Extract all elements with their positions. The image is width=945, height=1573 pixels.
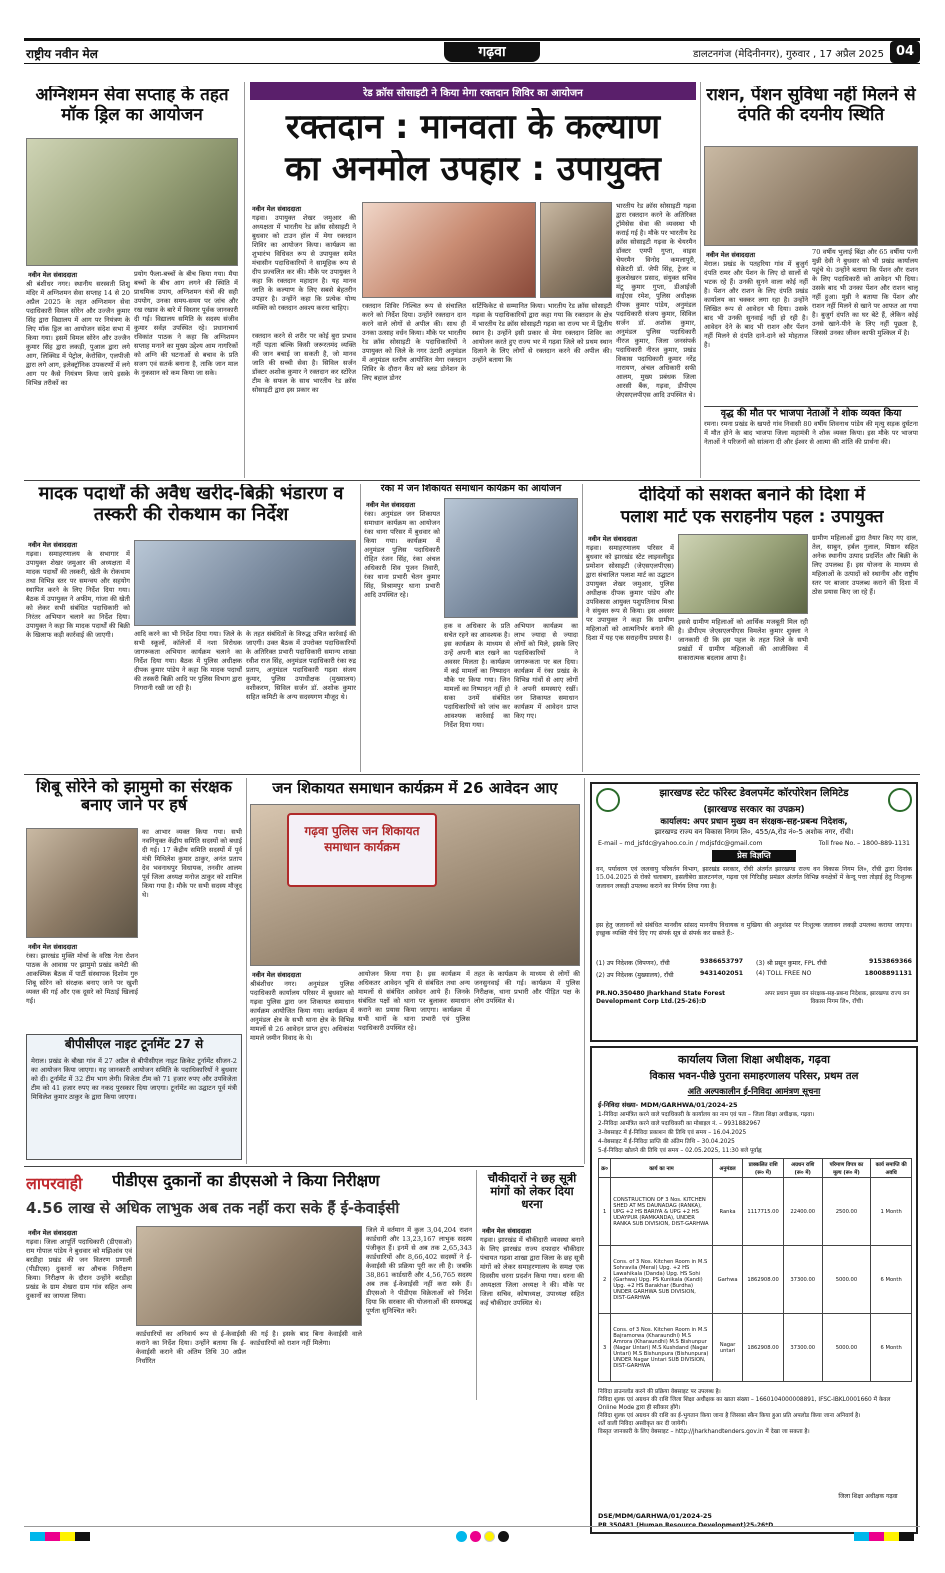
forest-email: E-mail – md_jsfdc@yahoo.co.in / mdjsfdc@gmail.com bbox=[598, 840, 763, 847]
fire-headline: अग्निशमन सेवा सप्ताह के तहत मॉक ड्रिल का आयोजन bbox=[35, 86, 229, 125]
forest-ad bbox=[590, 782, 918, 1042]
blood-col5: भारतीय रेड क्रॉस सोसाइटी गढ़वा द्वारा रक्तदान करने के अतिरिक्त ट्रॉमेसेस सेवा की व्यवस्था भी कराई गई है। मौके पर भारतीय रेड क्रॉस सोसाइटी गढ़वा के चेयरमैन डॉक्टर एमपी गुप्ता, वाइस चेयरमैन विनोद कमलापुरी, सेक्रेटरी डॉ. जेपी सिंह, ट्रेजर व कुलशेखरन प्रसाद, संयुक्त सचिव मंटू कुमार गुप्ता, डीआईजी वाईएस रमेश, पुलिस अधीक्षक दीपक कुमार पांडेय, अनुमंडल पदाधिकारी संजय कुमार, सिविल सर्जन डॉ. अशोक कुमार, अनुमंडल पुलिस पदाधिकारी नीरज कुमार, जिला जनसंपर्क पदाधिकारी नीरज कुमार, प्रखंड विकास पदाधिकारी कुमार नरेंद्र नारायण, अंचल अधिकारी सफी आलम, मुख्य प्रबंधक जिला आरसी बैंक, गढ़वा, डीपीएम जेएसएलपीएस आदि उपस्थित थे। bbox=[616, 202, 696, 399]
jsk-byline: नवीन मेल संवाददाता bbox=[252, 971, 301, 979]
ration-col1: मेराल। प्रखंड के पतहरिया गांव में बुजुर्ग दंपति रामर और पेंशन के लिए दो सालों से भटक रहे हैं। उनकी सुनने वाला कोई नहीं है। पेंशन और राशन के लिए दंपति प्रखंड कार्यालय का चक्कर लगा रहा है। उन्होंने लिखित रूप से आवेदन भी दिया। उसके बाद भी उनकी सुनवाई नहीं हो रही है। आवेदन देने के बाद भी राशन और पेंशन नहीं मिलने से दंपति दाने-दाने को मोहताज है। bbox=[704, 260, 808, 349]
ranka-photo bbox=[444, 498, 578, 618]
pds-headline: पीडीएस दुकानों का डीएसओ ने किया निरीक्षण bbox=[112, 1172, 380, 1190]
ranka-col1: रंका। अनुमंडल जन शिकायत समाधान कार्यक्रम का आयोजन रंका थाना परिसर में बुधवार को किया गया। कार्यक्रम में अनुमंडल पुलिस पदाधिकारी रोहित रंजन सिंह, रंका अंचल अधिकारी शिव पूजन तिवारी, रंका थाना प्रभारी चेतन कुमार सिंह, विश्रामपुर थाना प्रभारी आदि उपस्थित रहे। bbox=[364, 510, 440, 599]
ranka-col3: अभियान कार्यक्रम का लाभ ज्यादा से ज्यादा लोगों को मिले, इसके लिए पदाधिकारियों ने जागरूकता पर बल दिया। कार्यक्रम में रंका प्रखंड के विभिन्न गांवों से आए लोगों ने अपनी समस्याएं रखीं। जन शिकायत समाधान कार्यक्रम में आवेदन प्राप्त किए गए। bbox=[514, 622, 578, 720]
tender-line-1: 1-निविदा आमंत्रित करने वाले पदाधिकारी के कार्यालय का नाम एवं पता – जिला शिक्षा अधीक्षक, गढ़वा। bbox=[598, 1112, 815, 1118]
drug-col3: के तहत संबंधितों के विरुद्ध उचित कार्रवाई की जाएगी। उक्त बैठक में उपरोक्त पदाधिकारियों के अतिरिक्त प्रभारी पदाधिकारी समान्य शाखा रवीश राज सिंह, अनुमंडल पदाधिकारी रंका रुद्र प्रताप, अनुमंडल पदाधिकारी गढ़वा संजय कुमार, पुलिस उपाधीक्षक (मुख्यालय) वशीकरण, सिविल सर्जन डॉ. अशोक कुमार सहित कमिटी के अन्य सदस्यगण मौजूद थे। bbox=[246, 630, 356, 701]
print-registration-strip bbox=[24, 1526, 920, 1546]
blood-headline-1: रक्तदान : मानवता के कल्याण bbox=[285, 108, 661, 147]
palash-photo bbox=[678, 534, 808, 614]
tender-title-2: विकास भवन-पीछे पुराना समाहरणालय परिसर, प्रथम तल bbox=[649, 1071, 859, 1082]
tender-title-1: कार्यालय जिला शिक्षा अधीक्षक, गढ़वा bbox=[678, 1053, 830, 1066]
jsk-col1: श्रीबंशीधर नगर। अनुमंडल पुलिस पदाधिकारी कार्यालय परिसर में बुधवार को गढ़वा पुलिस द्वारा जन शिकायत समाधान कार्यक्रम आयोजित किया गया। कार्यक्रम में अनुमंडल क्षेत्र के सभी थाना क्षेत्र के विभिन्न मामलों से 26 आवेदन प्राप्त हुए। अधिकांश मामले जमीन विवाद के थे। bbox=[250, 980, 354, 1042]
palash-col3: ग्रामीण महिलाओं द्वारा तैयार किए गए दाल, तेल, साबुन, हर्बल गुलाल, मिष्ठान सहित अनेक स्थानीय उत्पाद प्रदर्शित और बिक्री के लिए उपलब्ध हैं। इस योजना के माध्यम से महिलाओं के उत्पादों को स्थानीय और राष्ट्रीय स्तर पर बाजार उपलब्ध कराने की दिशा में ठोस प्रयास किए जा रहे हैं। bbox=[812, 534, 918, 596]
masthead: राष्ट्रीय नवीन मेल bbox=[26, 47, 98, 61]
tender-notes: निविदा डाउनलोड करने की प्रक्रिया वेबसाइट पर उपलब्ध है। निविदा शुल्क एवं अग्रधन की राशि जिला शिक्षा अधीक्षक का खाता संख्या – 1660104000008891, IFSC-IBKL0001660 में केवल Online Mode द्वारा ही स्वीकार होंगे। निविदा शुल्क एवं अग्रधन की राशि का ई-भुगतान किया जाना है जिसका स्कैन किया हुआ प्रति अपलोड किया जाना अनिवार्य है। शर्ते वाली निविदा अस्वीकृत कर दी जायेगी। विस्तृत जानकारी के लिए वेबसाइट – http://jharkhandtenders.gov.in में देखा जा सकता है। bbox=[598, 1389, 891, 1435]
palash-headline-2: पलाश मार्ट एक सराहनीय पहल : उपायुक्त bbox=[620, 508, 884, 527]
blood-col3: रक्तदान शिविर निश्चित रूप से संचालित करने को निर्देश दिया। उन्होंने रक्तदान दान करने वाले लोगों से अपील की। साथ ही उनका उत्साह वर्धन किया। मौके पर भारतीय रेड क्रॉस सोसाइटी के पदाधिकारियों ने उपायुक्त को जिले के नगर उंटारी अनुमंडल में अनुमंडल स्तरीय आयोजित मेगा रक्तदान शिविर के दौरान कैंप को ब्लड डोनेशन के लिए बहाल डोनर bbox=[362, 302, 466, 382]
pds-col2: कार्डधारियों का अनिवार्य रूप से ई-केवाईसी कराने का निर्देश दिया। उन्होंने बताया कि ई-केवाईसी कराने की अंतिम तिथि 30 अप्रैल निर्धारित bbox=[136, 1330, 246, 1365]
forest-para1: वन, पर्यावरण एवं जलवायु परिवर्तन विभाग, झारखंड सरकार, राँची अंतर्गत झारखण्ड राज्य वन विकास निगम लि०, राँची द्वारा दिनांक 15.04.2025 से रोको चलाबाग, इसलीबेरा डालटनगंज, गढ़वा एवं गिरिडीह प्रमंडल अंतर्गत विभिन्न वनक्षेत्रों में केन्दू पत्ता तोड़ाई हेतु निःशुल्क जलावन लकड़ी उपलब्ध कराने का निर्णय लिया गया है। bbox=[596, 866, 912, 890]
palash-headline-1: दीदियों को सशक्त बनाने की दिशा में bbox=[639, 486, 865, 505]
forest-logo-left bbox=[596, 788, 620, 812]
forest-title: झारखण्ड स्टेट फॉरेस्ट डेवलपमेंट कॉरपोरेशन लिमिटेड bbox=[659, 788, 849, 799]
forest-address: झारखण्ड राज्य वन विकास निगम लि०, 455/A,रोड नं०-5 अशोक नगर, राँची। bbox=[654, 828, 854, 836]
drug-headline: मादक पदार्थों की अवैध खरीद-बिक्री भंडारण व तस्करी की रोकथाम का निर्देश bbox=[38, 484, 344, 525]
kicker: रेड क्रॉस सोसाइटी ने किया मेगा रक्तदान शिविर का आयोजन bbox=[363, 88, 583, 99]
dateline: डालटनगंज (मेदिनीनगर), गुरुवार , 17 अप्रैल 2025 bbox=[692, 49, 884, 60]
pds-col3: की गई है। इसके बाद बिना केवाईसी वाले कार्डधारियों को राशन नहीं मिलेगा। bbox=[250, 1330, 362, 1347]
forest-office: कार्यालय: अपर प्रधान मुख्य वन संरक्षक-सह-प्रबन्ध निदेशक, bbox=[660, 817, 848, 827]
bpl-headline: बीपीसीएल नाइट टूर्नामेंट 27 से bbox=[64, 1037, 204, 1051]
pds-byline: नवीन मेल संवाददाता bbox=[28, 1229, 77, 1237]
tender-ref: ई-निविदा संख्या- MDM/GARHWA/01/2024-25 bbox=[598, 1101, 738, 1109]
palash-col1: गढ़वा। समाहरणालय परिसर में बुधवार को झारखंड स्टेट लाइवलीहुड प्रमोशन सोसाइटी (जेएसएलपीएस) द्वारा संचालित पलाश मार्ट का उद्घाटन उपायुक्त शेखर जमुआर, पुलिस अधीक्षक दीपक कुमार पांडेय और उपविकास आयुक्त पशुपतिनाथ मिश्रा ने संयुक्त रूप से किया। इस अवसर पर उपायुक्त ने कहा कि ग्रामीण महिलाओं को आत्मनिर्भर बनाने की दिशा में यह एक सराहनीय प्रयास है। bbox=[586, 544, 674, 642]
blood-byline: नवीन मेल संवाददाता bbox=[252, 205, 301, 213]
forest-press-badge: प्रेस विज्ञप्ति bbox=[712, 850, 796, 862]
forest-tollfree: Toll free No. – 1800-889-1131 bbox=[818, 840, 910, 847]
blood-col4: सर्टिफिकेट से सम्मानित किया। भारतीय रेड क्रॉस सोसाइटी गढ़वा के पदाधिकारियों द्वारा कहा गया कि रक्तदान के क्षेत्र में भारतीय रेड क्रॉस सोसाइटी गढ़वा का राज्य भर में द्वितीय स्थान है। उन्होंने इसी प्रकार से मेगा रक्तदान शिविर का आयोजन करते हुए राज्य भर में गढ़वा जिले को प्रथम स्थान दिलाने के लिए लोगों से रक्तदान करने की अपील की। उन्होंने बताया कि bbox=[472, 302, 612, 364]
tender-line-5: 5-ई-निविदा खोलने की तिथि एवं समय – 02.05.2025, 11:30 बजे पूर्वाह्न bbox=[598, 1148, 762, 1154]
forest-subtitle: (झारखण्ड सरकार का उपक्रम) bbox=[703, 805, 805, 815]
tender-subtitle: अति अल्पकालीन ई-निविदा आमंत्रण सूचना bbox=[687, 1087, 821, 1097]
section-title: गढ़वा bbox=[444, 42, 540, 62]
forest-logo-right bbox=[888, 788, 912, 812]
obit-headline: वृद्ध की मौत पर भाजपा नेताओं ने शोक व्यक्त किया bbox=[704, 406, 918, 420]
pds-col1: गढ़वा। जिला आपूर्ति पदाधिकारी (डीएसओ) राम गोपाल पांडेय ने बुधवार को मझिआंव एवं बरडीहा प्रखंड की जन वितरण प्रणाली (पीडीएस) दुकानों का औचक निरीक्षण किया। निरीक्षण के दौरान उन्होंने बरडीहा प्रखंड के ग्राम शेखरा ग्राम गांव सहित अन्य दुकानों का जायजा लिया। bbox=[26, 1238, 132, 1300]
tender-dse: DSE/MDM/GARHWA/01/2024-25 bbox=[598, 1512, 712, 1520]
table-row: 1 CONSTRUCTION OF 3 Nos. KITCHEN SHED AT MS DAUNADAG (RANKA), UPG +2 HS BARIYA & UPG +2 HS UDAYPUR (RAMKANDA), UNDER RANKA SUB DIVISION, DIST-GARHWA Ranka 1117715.00 22400.00 2500.00 1 Month bbox=[599, 1178, 912, 1246]
tender-pr: PR 350481 (Human Resource Development)25-26*D bbox=[598, 1522, 774, 1529]
page-number: 04 bbox=[890, 41, 920, 63]
forest-signature: अपर प्रधान मुख्य वन संरक्षक-सह-प्रबन्ध निदेशक, झारखण्ड राज्य वन विकास निगम लि०, राँची। bbox=[764, 991, 910, 1005]
forest-contacts: (1) उप निदेशक (विपणन), राँची 9386653797 (3) श्री प्रसून कुमार, FPL राँची 9153869366 (2) उप निदेशक (मुख्यालय), राँची 9431402051 (4) TOLL FREE NO 18008891131 bbox=[596, 958, 912, 979]
header-bar bbox=[24, 38, 920, 64]
drug-col2: आदि करने का भी निर्देश दिया गया। जिले के सभी स्कूलों, कॉलेजों में नशा विरोधक जागरूकता अभियान कार्यक्रम चलाने का निर्देश दिया गया। बैठक में पुलिस अधीक्षक दीपक कुमार पांडेय ने कहा कि मादक पदार्थों की तस्करी बिक्री आदि पर पुलिस विभाग द्वारा निगरानी रखी जा रही है। bbox=[134, 630, 242, 692]
fire-body-col1: श्री बंशीधर नगर। स्थानीय सरस्वती शिशु मंदिर में अग्निशमन सेवा सप्ताह 14 से 20 अप्रैल 2025 के तहत अग्निशमन सेवा पदाधिकारी विमल सोरेन और उज्जैन कुमार सिंह द्वारा विद्यालय में आग पर नियंत्रण के लिए मॉक ड्रिल का आयोजन संदेश सभा में किया गया। इसमें विमल सोरेन और उज्जैन कुमार सिंह द्वारा लकड़ी, पुआल द्वारा लगे आग, लिक्विड में पेट्रोल, केरोसिन, एलपीजी द्वारा लगे आग, इलेक्ट्रॉनिक उपकरणों में लगे आग पर कैसे नियंत्रण किया जाये इसके विभिन्न तरीकों का bbox=[26, 280, 130, 387]
tender-line-4: 4-वेबसाइट में ई-निविदा प्राप्ति की अंतिम तिथि – 30.04.2025 bbox=[598, 1139, 735, 1145]
palash-byline: नवीन मेल संवाददाता bbox=[588, 535, 637, 543]
pds-subhead: 4.56 लाख से अधिक लाभुक अब तक नहीं करा सके हैं ई-केवाईसी bbox=[26, 1200, 400, 1217]
forest-para2: इस हेतु जलावनों को संबंधित मानवीय सांसद माननीय विधायक व मुखिया की अनुशंसा पर निःशुल्क जलावन लकड़ी उपलब्ध कराया जाएगा। इच्छुक व्यक्ति नीचे दिए गए संपर्क सूत्र से संपर्क कर सकते हैं:- bbox=[596, 922, 912, 938]
pds-col4: जिले में वर्तमान में कुल 3,04,204 राशन कार्डधारी और 13,23,167 लाभुक सदस्य पंजीकृत हैं। इनमें से अब तक 2,65,343 कार्डधारियों और 8,66,402 सदस्यों ने ई-केवाईसी की प्रक्रिया पूरी कर ली है। जबकि 38,861 कार्डधारी और 4,56,765 सदस्य अब तक ई-केवाईसी नहीं करा सके हैं। डीएसओ ने पीडीएस विक्रेताओं को निर्देश दिया कि सरकार की योजनाओं की समयबद्ध पूर्णता सुनिश्चित करें। bbox=[366, 1226, 472, 1315]
ration-col2: 70 वर्षीय भुलाई बिंद्रा और 65 वर्षीया पत्नी मुन्नी देवी ने बुधवार को भी प्रखंड कार्यालय पहुंचे थे। उन्होंने बताया कि पेंशन और राशन के लिए पदाधिकारी को आवेदन भी दिया। उसके बाद भी उनका पेंशन और राशन चालू नहीं हुआ। मुन्नी ने बताया कि पेंशन और राशन नहीं मिलने से खाने पर आफत आ गया है। बुजुर्ग दंपति का घर बेटे हैं, लेकिन कोई उनसे खाने-पीने के लिए नहीं पूछता है, जिससे उनका जीवन काफी मुश्किल में है। bbox=[812, 248, 918, 337]
tender-line-2: 2-निविदा आमंत्रित करने वाले पदाधिकारी का मोबाइल नं. – 9931882967 bbox=[598, 1121, 761, 1127]
forest-pr: PR.NO.350480 Jharkhand State Forest Development Corp Ltd.(25-26):D bbox=[596, 990, 726, 1005]
jsk-photo bbox=[250, 804, 580, 966]
jsk-col3: तहत के कार्यक्रम के माध्यम से लोगों की जनसुनवाई की गई। कार्यक्रम में पुलिस निरीक्षक, थाना प्रभारी और पीड़ित पक्ष के लोग उपस्थित थे। bbox=[474, 970, 580, 1005]
jsk-banner: गढ़वा पुलिस जन शिकायत समाधान कार्यक्रम bbox=[287, 813, 437, 887]
tender-table-header: क्र० कार्य का नाम अनुमंडल प्राक्कलित राशि (रू० में) अग्रधन राशि (रू० में) परिमाण विपत्र का मूल्य (रू० में) कार्य समाप्ति की अवधि bbox=[599, 1159, 912, 1178]
bpl-body: मेराल। प्रखंड के बौखा गांव में 27 अप्रैल से बीपीसीएल नाइट क्रिकेट टूर्नामेंट सीजन-2 का आयोजन किया जाएगा। यह जानकारी आयोजन समिति के पदाधिकारियों ने बुधवार को दी। टूर्नामेंट में 32 टीम भाग लेगी। विजेता टीम को 71 हजार रुपए और उपविजेता टीम को 41 हजार रुपए का नकद पुरस्कार दिया जाएगा। टूर्नामेंट का उद्घाटन पूर्व मंत्री मिथिलेश कुमार ठाकुर के द्वारा किया जाएगा। bbox=[31, 1057, 237, 1101]
jsk-col2: आयोजन किया गया है। इस कार्यक्रम में अधिकतर आवेदन भूमि से संबंधित तथा अन्य मामलों से संबंधित आवेदन आये हैं। जिनके संबंधित पक्षों को थाना पर बुलाकर समाधान कराने का प्रयास किया जाएगा। कार्यक्रम में सभी थानों के थाना प्रभारी एवं पुलिस पदाधिकारी उपस्थित रहे। bbox=[358, 970, 470, 1032]
table-row: 2 Cons. of 3 Nos. Kitchen Room in M.S Sohravila (Meral) Upg. +2 HS Lawahikala (Danda) Upg. HS Sohi (Garhwa) Upg. PS Kunikala (Kandi) Upg. +2 HS Barakhar (Burdha) UNDER GARHWA SUB DIVISION, DIST-GARHWA Garhwa 1862908.00 37300.00 5000.00 6 Month bbox=[599, 1246, 912, 1314]
blood-col2: रक्तदान करने से शरीर पर कोई बुरा प्रभाव नहीं पड़ता बल्कि किसी जरूरतमंद व्यक्ति की जान बचाई जा सकती है, जो मानव जाति की सच्ची सेवा है। सिविल सर्जन डॉक्टर अशोक कुमार ने रक्तदान कर स्टोरेज टीम के सफल के साथ भारतीय रेड क्रॉस सोसाइटी द्वारा इस प्रकार का bbox=[252, 332, 356, 394]
shibu-col2: का आभार व्यक्त किया गया। सभी नवनियुक्त केंद्रीय समिति सदस्यों को बधाई दी गई। 17 केंद्रीय समिति सदस्यों में पूर्व मंत्री मिथिलेश कुमार ठाकुर, अनंत प्रताप देव भवनाथपुर विधायक, तनवीर आलम पूर्व जिला अध्यक्ष मनोज ठाकुर को शामिल किया गया है। मौके पर सभी सदस्य मौजूद थे। bbox=[142, 828, 242, 899]
palash-col2: इससे ग्रामीण महिलाओं को आर्थिक मजबूती मिल रही है। डीपीएम जेएसएलपीएस विमलेश कुमार शुक्ला ने जानकारी दी कि इस पहल के तहत जिले के सभी प्रखंडों में ग्रामीण महिलाओं की आजीविका में सकारात्मक बदलाव आया है। bbox=[678, 618, 808, 662]
shibu-headline: शिबू सोरेने को झामुमो का संरक्षक बनाए जाने पर हर्ष bbox=[36, 778, 232, 815]
tender-table bbox=[598, 1158, 912, 1382]
chowkidar-body: गढ़वा। झारखंड में चौकीदारी व्यवस्था बनाने के लिए झारखंड राज्य दफादार चौकीदार पंचायत गढ़वा शाखा द्वारा जिला के छह सूत्री मांगों को लेकर समाहरणालय के समक्ष एक दिवसीय धरना प्रदर्शन किया गया। धरना की अध्यक्षता जिला अध्यक्ष ने की। मौके पर जिला सचिव, कोषाध्यक्ष, उपाध्यक्ष सहित कई चौकीदार उपस्थित थे। bbox=[480, 1236, 584, 1307]
tender-signature: जिला शिक्षा अधीक्षक गढ़वा bbox=[838, 1493, 898, 1500]
jsk-headline: जन शिकायत समाधान कार्यक्रम में 26 आवेदन आए bbox=[272, 780, 558, 797]
drug-byline: नवीन मेल संवाददाता bbox=[28, 541, 77, 549]
ranka-col2: हक व अधिकार के प्रति सचेत रहने का आवश्यक है। इस कार्यक्रम के माध्यम से उन्हें अपनी बात रखने का अवसर मिलता है। कार्यक्रम में कई मामलों का निष्पादन मौके पर किया गया। जिन मामलों का निष्पादन नहीं हो सका उनमें संबंधित पदाधिकारियों को जांच कर आवश्यक कार्रवाई का निर्देश दिया गया। bbox=[444, 622, 510, 729]
blood-headline-2: का अनमोल उपहार : उपायुक्त bbox=[285, 150, 661, 189]
fire-drill-photo bbox=[26, 138, 238, 266]
pds-photo bbox=[136, 1226, 362, 1326]
ration-couple-photo bbox=[704, 146, 918, 246]
chowkidar-byline: नवीन मेल संवाददाता bbox=[482, 1227, 531, 1235]
ration-byline: नवीन मेल संवाददाता bbox=[706, 251, 755, 259]
drug-meeting-photo bbox=[134, 540, 356, 626]
pds-tag: लापरवाही bbox=[26, 1174, 83, 1193]
blood-photo-main bbox=[362, 202, 536, 298]
blood-col1: गढ़वा। उपायुक्त शेखर जमुआर की अध्यक्षता में भारतीय रेड क्रॉस सोसाइटी ने बुधवार को टाउन हॉल में मेगा रक्तदान शिविर का आयोजन किया। कार्यक्रम का शुभारंभ विधिवत रूप से उपायुक्त समेत मंचासीन पदाधिकारियों ने सामूहिक रूप से दीप प्रज्वलित कर की। मौके पर उपायुक्त ने कहा कि रक्तदान महादान है। यह मानव जाति के कल्याण के लिए सबसे बेहतरीन उपहार है। उन्होंने कहा कि प्रत्येक योग्य व्यक्ति को रक्तदान अवश्य करना चाहिए। bbox=[252, 214, 356, 312]
bpl-box bbox=[26, 1034, 242, 1160]
shibu-photo bbox=[26, 828, 138, 938]
tender-line-3: 3-वेबसाइट में ई-निविदा प्रकाशन की तिथि एवं समय – 16.04.2025 bbox=[598, 1130, 747, 1136]
kicker-bar bbox=[250, 82, 696, 100]
obit-body: रमना। रमना प्रखंड के खपरो गांव निवासी 80 वर्षीय शिवनाथ पांडेय की मृत्यु सड़क दुर्घटना में मौत होने के बाद भाजपा जिला महामंत्री ने शोक व्यक्त किया। इस मौके पर भाजपा नेताओं ने परिजनों को सांत्वना दी और ईश्वर से आत्मा की शांति की प्रार्थना की। bbox=[704, 420, 918, 446]
fire-byline: नवीन मेल संवाददाता bbox=[28, 271, 77, 279]
ranka-byline: नवीन मेल संवाददाता bbox=[366, 501, 415, 509]
ranka-headline: रंका में जन शिकायत समाधान कार्यक्रम का आयोजन bbox=[380, 484, 562, 494]
shibu-byline: नवीन मेल संवाददाता bbox=[28, 943, 77, 951]
shibu-col1: रंका। झारखंड मुक्ति मोर्चा के वरिष्ठ नेता रोशन पाठक के आवास पर झामुमो प्रखंड कमेटी की आकस्मिक बैठक में पार्टी संस्थापक दिशोम गुरु शिबू सोरेन को संरक्षक बनाए जाने पर खुशी व्यक्त की गई और एक दूसरे को मिठाई खिलाई गई। bbox=[26, 952, 138, 1005]
tender-ad bbox=[590, 1046, 918, 1534]
table-row: 3 Cons. of 3 Nos. Kitchen Room in M.S Bajramorwa (Kharaundhi) M.S Amrora (Kharaundhi) M.S Bishunpur (Nagar Untari) M.S Kushdand (Nagar Untari) M.S Bishunpura (Bishunpura) UNDER Nagar Untari SUB DIVISION, DIST-GARHWA Nagar untari 1862908.00 37300.00 5000.00 6 Month bbox=[599, 1314, 912, 1382]
drug-col1: गढ़वा। समाहरणालय के सभागार में उपायुक्त शेखर जमुआर की अध्यक्षता में मादक पदार्थों की तस्करी, खेती के रोकथाम तथा विभिन्न स्तर पर समन्वय और सहयोग स्थापित करने के लिए निर्देश दिया गया। बैठक में उपायुक्त ने अफीम, गांजा की खेती को लेकर सभी संबंधित पदाधिकारी को निरंतर अभियान चलाने का निर्देश दिया। उपायुक्त ने कहा कि मादक पदार्थों की बिक्री के खिलाफ कड़ी कार्रवाई की जाएगी। bbox=[26, 550, 130, 639]
blood-photo-ceremony bbox=[540, 202, 612, 298]
chowkidar-headline: चौकीदारों ने छह सूत्री मांगों को लेकर दिया धरना bbox=[487, 1172, 577, 1212]
ration-headline: राशन, पेंशन सुविधा नहीं मिलने से दंपति की दयनीय स्थिति bbox=[706, 86, 916, 125]
fire-body-col2: प्रयोग फैला-बच्चों के बीच किया गया। मैया बच्चों के बीच आग लगने की स्थिति में प्राथमिक उपाय, अग्निशमन यंत्रों की सही उपयोग, उनका समय-समय पर जांच और रख रखाव के बारे में विस्तार पूर्वक जानकारी दी गई। विद्यालय समिति के सदस्य संजीव कुमार सर्वज्ञ उपस्थित रहे। प्रधानाचार्य रविकांत पाठक ने कहा कि अग्निशमन सप्ताह मनाने का मुख्य उद्देश्य आम नागरिकों को अग्नि की घटनाओं से बचाव के प्रति सजग एवं सतर्क बनाना है, ताकि जान माल के नुकसान को कम किया जा सके। bbox=[134, 270, 238, 377]
